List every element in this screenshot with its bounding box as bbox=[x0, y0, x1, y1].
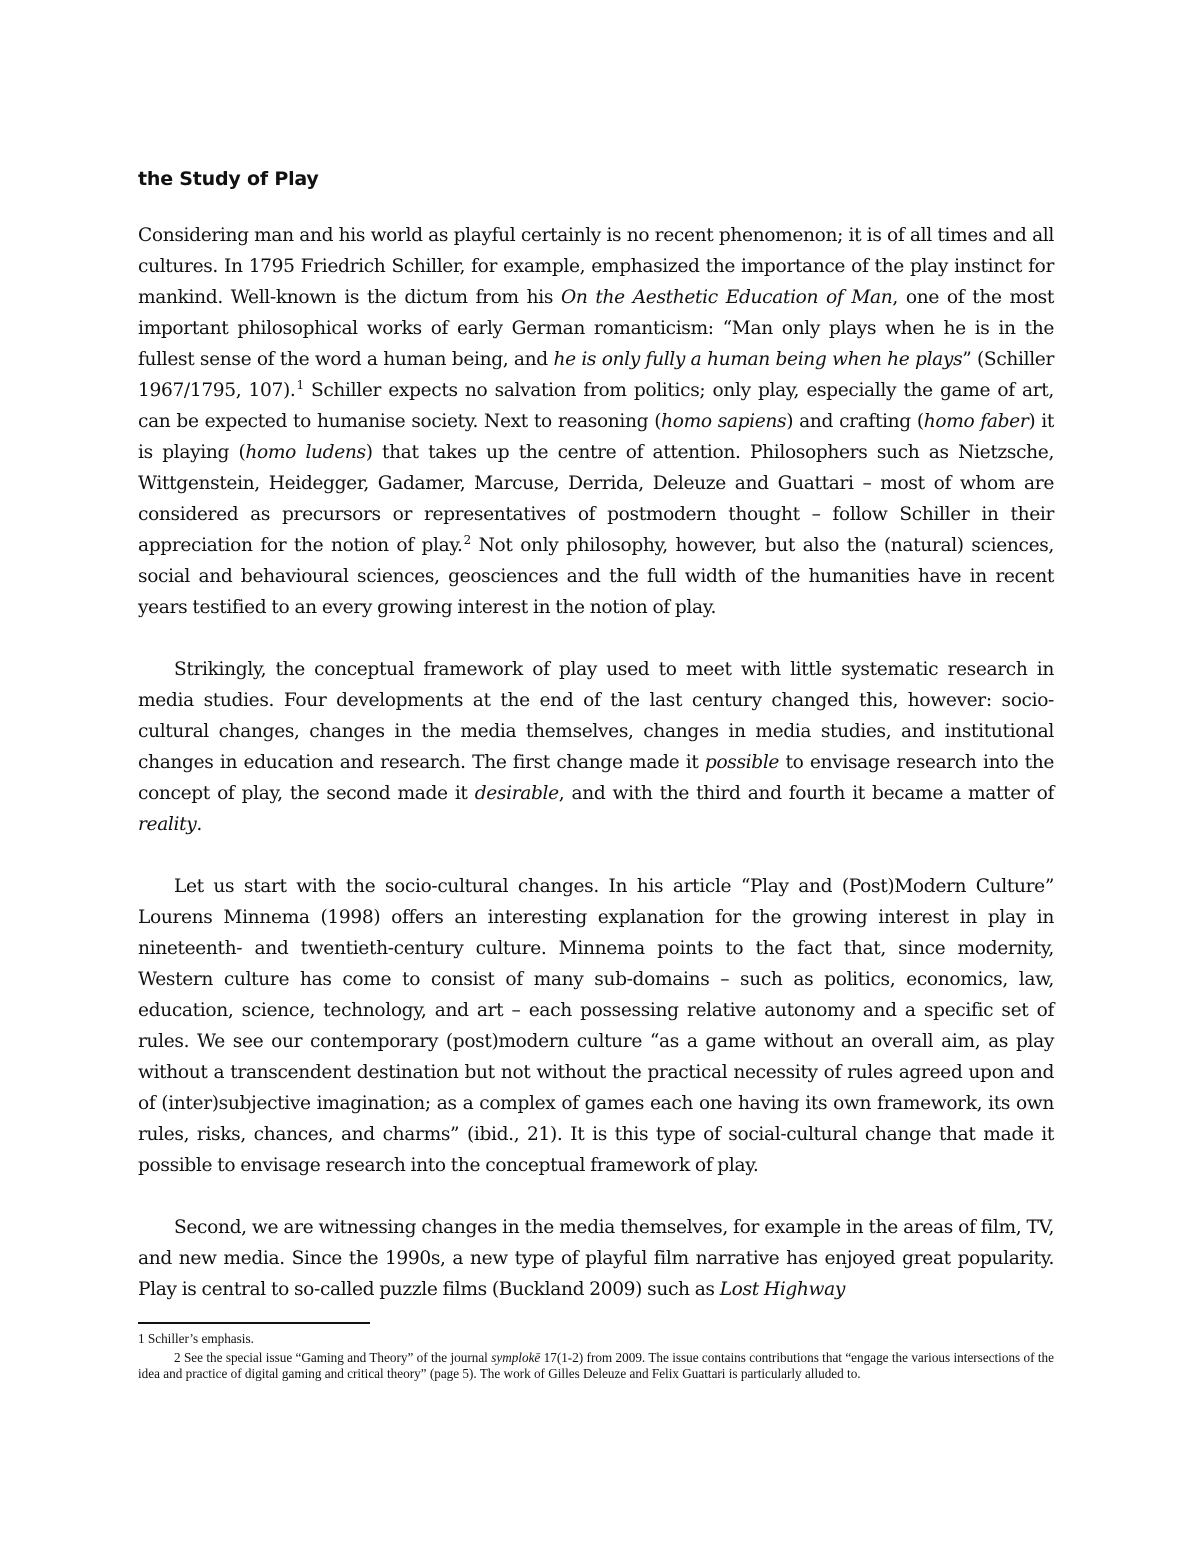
footnote-reference: 1 bbox=[296, 377, 304, 392]
text-run: Schiller expects no salvation from politics; only play, especially the game of art, can be expected to humanise society. Next to reasoning ( bbox=[138, 380, 1054, 432]
text-run: Let us start with the socio-cultural changes. In his article “Play and (Post)Modern Culture” Lourens Minnema (1998) offers an interesting explanation for the growing interest in play in nineteenth- and twentieth-century culture. Minnema points to the fact that, since modernity, Western culture has come to consist of many sub-domains – such as politics, economics, law, education, science, technology, and art – each possessing relative autonomy and a specific set of rules. We see our contemporary (post)modern culture “as a game without an overall aim, as play without a transcendent destination but not without the practical necessity of rules agreed upon and of (inter)subjective imagination; as a complex of games each one having its own framework, its own rules, risks, chances, and charms” (ibid., 21). It is this type of social-cultural change that made it possible to envisage research into the conceptual framework of play. bbox=[138, 876, 1054, 1176]
italic-text: he is only fully a human being when he plays bbox=[553, 349, 963, 370]
italic-text: Lost Highway bbox=[719, 1279, 845, 1300]
text-run: to envisage research into the concept of play, the second made it bbox=[138, 752, 1055, 804]
footnote-reference: 2 bbox=[463, 532, 471, 547]
paragraph bbox=[138, 1212, 1054, 1305]
text-run: ” (Schiller 1967/1795, 107). bbox=[138, 349, 1054, 401]
text-run: , one of the most important philosophical works of early German romanticism: “Man only plays when he is in the fullest sense of the word a human being, and bbox=[138, 287, 1054, 370]
text-run: ) that takes up the centre of attention. Philosophers such as Nietzsche, Wittgenstein, Heidegger, Gadamer, Marcuse, Derrida, Deleuze and Guattari – most of whom are considered as precursors or representatives of postmodern thought – follow Schiller in their appreciation for the notion of play. bbox=[138, 442, 1055, 556]
italic-text: symplokē bbox=[491, 1350, 541, 1365]
text-run: Considering man and his world as playful certainly is no recent phenomenon; it is of all times and all cultures. In 1795 Friedrich Schiller, for example, emphasized the importance of the play instinct for mankind. Well-known is the dictum from his bbox=[138, 225, 1054, 308]
text-run: ) and crafting ( bbox=[786, 411, 924, 432]
text-run: 17(1-2) from 2009. The issue contains contributions that “engage the various intersections of the idea and practice of digital gaming and critical theory” (page 5). The work of Gilles Deleuze and Felix Guattari is particularly alluded to. bbox=[138, 1350, 1054, 1381]
italic-text: On the Aesthetic Education of Man bbox=[560, 287, 893, 308]
paragraph bbox=[138, 220, 1054, 623]
text-run: Strikingly, the conceptual framework of play used to meet with little systematic research in media studies. Four developments at the end of the last century changed this, however: socio-cultural changes, changes in the media themselves, changes in media studies, and institutional changes in education and research. The first change made it bbox=[138, 659, 1054, 773]
italic-text: reality bbox=[138, 814, 197, 835]
italic-text: homo sapiens bbox=[661, 411, 787, 432]
text-run: ) it is playing ( bbox=[138, 411, 1054, 463]
section-heading: the Study of Play bbox=[138, 168, 319, 190]
paragraph bbox=[138, 871, 1054, 1181]
text-run: Not only philosophy, however, but also the (natural) sciences, social and behavioural sciences, geosciences and the full width of the humanities have in recent years testified to an every growing interest in the notion of play. bbox=[138, 535, 1054, 618]
text-run: . bbox=[196, 814, 202, 835]
footnote bbox=[138, 1331, 1054, 1347]
paragraph bbox=[138, 654, 1054, 840]
text-run: 1 Schiller’s emphasis. bbox=[138, 1331, 254, 1346]
italic-text: possible bbox=[704, 752, 780, 773]
italic-text: desirable bbox=[474, 783, 559, 804]
text-run: , and with the third and fourth it became a matter of bbox=[558, 783, 1054, 804]
body-text bbox=[138, 220, 1054, 1305]
footnote-separator bbox=[138, 1322, 370, 1324]
italic-text: homo ludens bbox=[245, 442, 366, 463]
footnotes bbox=[138, 1331, 1054, 1385]
text-run: Second, we are witnessing changes in the media themselves, for example in the areas of film, TV, and new media. Since the 1990s, a new type of playful film narrative has enjoyed great popularity. Play is central to so-called puzzle films (Buckland 2009) such as bbox=[138, 1217, 1054, 1300]
text-run: 2 See the special issue “Gaming and Theory” of the journal bbox=[174, 1350, 492, 1365]
footnote bbox=[138, 1350, 1054, 1382]
italic-text: homo faber bbox=[923, 411, 1029, 432]
